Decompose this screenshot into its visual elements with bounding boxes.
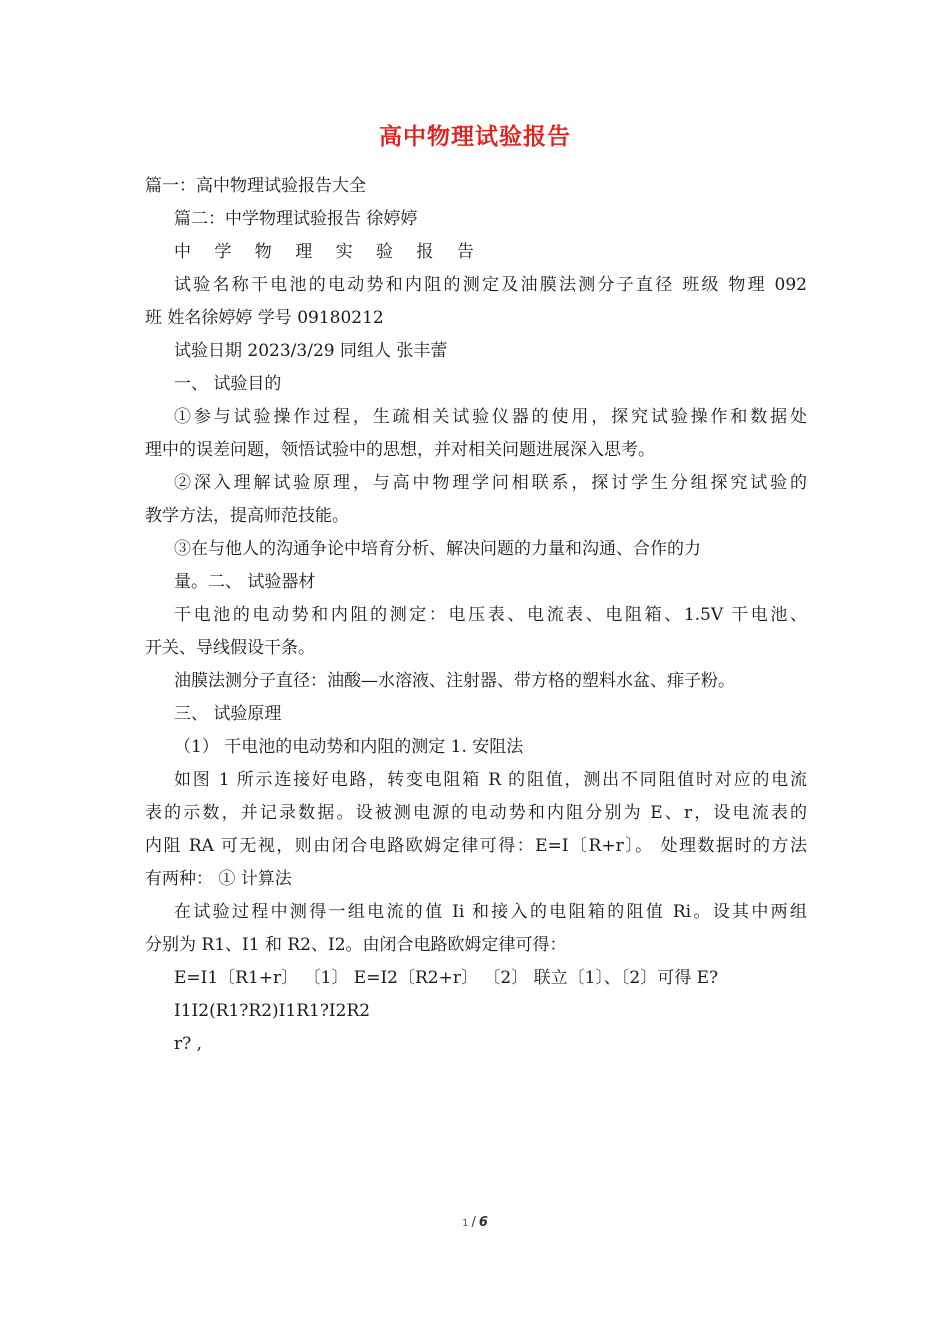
- text-line: 一、 试验目的: [174, 374, 282, 394]
- text-line: 干电池的电动势和内阻的测定：电压表、电流表、电阻箱、1.5V 干电池、: [174, 605, 807, 625]
- text-line: ③在与他人的沟通争论中培育分析、解决问题的力量和沟通、合作的力: [174, 539, 701, 559]
- text-line: 油膜法测分子直径：油酸—水溶液、注射器、带方格的塑料水盆、痱子粉。: [174, 671, 735, 691]
- text-line: 中 学 物 理 实 验 报 告: [174, 242, 483, 262]
- text-line: 篇一：高中物理试验报告大全: [145, 176, 366, 196]
- text-line: I1I2(R1?R2)I1R1?I2R2: [174, 1001, 371, 1021]
- page-number: [0, 1215, 950, 1230]
- text-line: E=I1〔R1+r〕 〔1〕 E=I2〔R2+r〕 〔2〕 联立〔1〕、〔2〕可得 E?: [174, 968, 719, 988]
- text-line: 如图 1 所示连接好电路，转变电阻箱 R 的阻值，测出不同阻值时对应的电流: [174, 770, 807, 790]
- text-line: 表的示数，并记录数据。设被测电源的电动势和内阻分别为 E、r，设电流表的: [145, 803, 807, 823]
- page-separator: /: [471, 1215, 476, 1230]
- total-pages-number: 6: [478, 1215, 488, 1230]
- text-line: 试验名称干电池的电动势和内阻的测定及油膜法测分子直径 班级 物理 092: [174, 275, 807, 295]
- text-line: 试验日期 2023/3/29 同组人 张丰蕾: [174, 341, 448, 361]
- current-page-number: 1: [462, 1218, 469, 1229]
- text-line: （1） 干电池的电动势和内阻的测定 1. 安阻法: [174, 737, 524, 757]
- text-line: 内阻 RA 可无视，则由闭合电路欧姆定律可得：E=I〔R+r〕。 处理数据时的方法: [145, 836, 807, 856]
- text-line: 量。二、 试验器材: [174, 572, 316, 592]
- text-line: 教学方法，提高师范技能。: [145, 506, 349, 526]
- text-line: r? ,: [174, 1034, 203, 1054]
- text-line: 分别为 R1、I1 和 R2、I2。由闭合电路欧姆定律可得：: [145, 935, 567, 955]
- page-title: 高中物理试验报告: [379, 123, 571, 150]
- text-line: 开关、导线假设干条。: [145, 638, 315, 658]
- text-line: 在试验过程中测得一组电流的值 Ii 和接入的电阻箱的阻值 Ri。设其中两组: [174, 902, 807, 922]
- text-line: 有两种： ① 计算法: [145, 869, 292, 889]
- text-line: 篇二：中学物理试验报告 徐婷婷: [174, 209, 418, 229]
- text-line: ②深入理解试验原理，与高中物理学问相联系，探讨学生分组探究试验的: [174, 473, 807, 493]
- document-body: [145, 170, 807, 1061]
- text-line: ①参与试验操作过程，生疏相关试验仪器的使用，探究试验操作和数据处: [174, 407, 807, 427]
- text-line: 理中的误差问题，领悟试验中的思想，并对相关问题进展深入思考。: [145, 440, 655, 460]
- text-line: 三、 试验原理: [174, 704, 282, 724]
- text-line: 班 姓名徐婷婷 学号 09180212: [145, 308, 384, 328]
